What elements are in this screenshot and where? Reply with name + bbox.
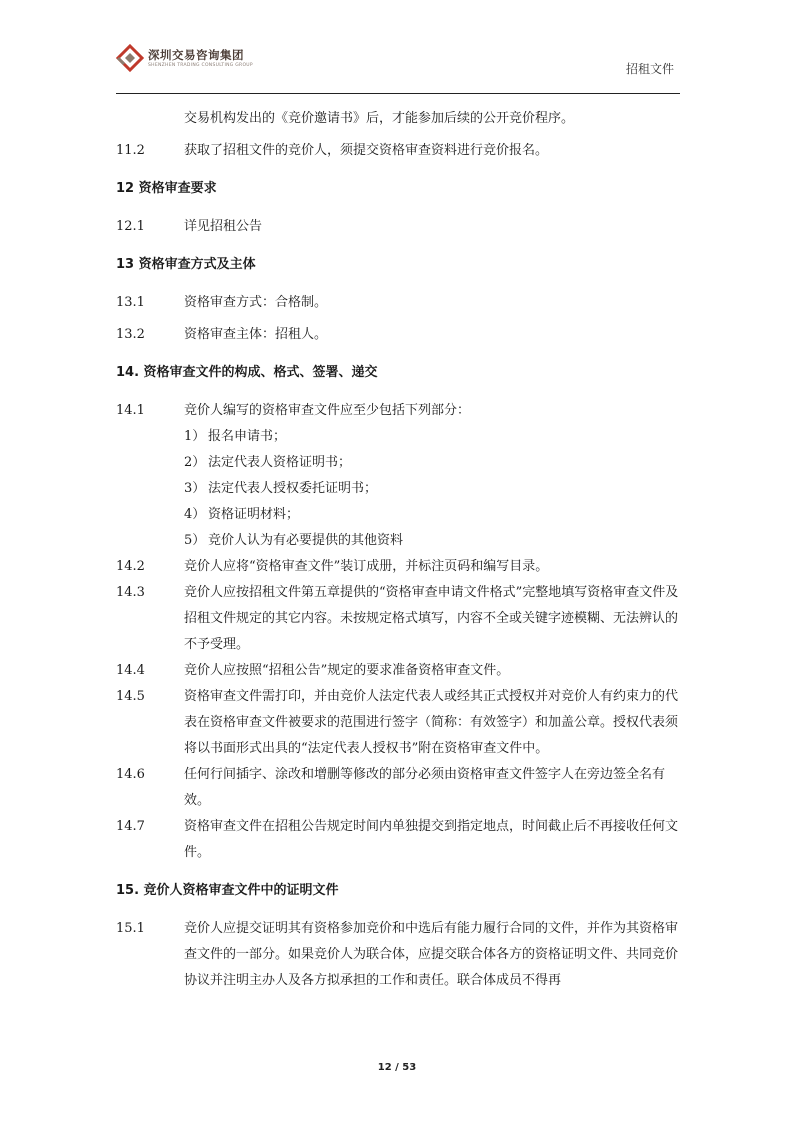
clause-number: 14.6 (116, 767, 145, 782)
clause-number: 14.5 (116, 689, 145, 704)
clause-text: 竞价人应提交证明其有资格参加竞价和中选后有能力履行合同的文件，并作为其资格审查文件的一部分。如果竞价人为联合体，应提交联合体各方的资格证明文件、共同竞价协议并注明主办人及各方拟承担的工作和责任。联合体成员不得再 (184, 921, 679, 988)
clause-text: 资格审查主体：招租人。 (184, 327, 328, 342)
clause-text: 任何行间插字、涂改和增删等修改的部分必须由资格审查文件签字人在旁边签全名有效。 (184, 767, 666, 808)
clause-12-1 (116, 214, 682, 240)
clause-number: 14.3 (116, 585, 145, 600)
clause-14-5 (116, 684, 682, 762)
list-item-number: 5） (184, 533, 206, 548)
clause-text: 获取了招租文件的竞价人，须提交资格审查资料进行竞价报名。 (184, 143, 549, 158)
clause-text: 竞价人应按照“招租公告”规定的要求准备资格审查文件。 (184, 663, 510, 678)
list-item-text: 报名申请书； (208, 429, 287, 444)
clause-number: 12.1 (116, 219, 145, 234)
clause-text: 竞价人应将“资格审查文件”装订成册，并标注页码和编写目录。 (184, 559, 549, 574)
list-item (116, 450, 682, 476)
list-item (116, 528, 682, 554)
clause-number: 15.1 (116, 921, 145, 936)
clause-14-3 (116, 580, 682, 658)
list-item-number: 2） (184, 455, 206, 470)
clause-text: 资格审查方式：合格制。 (184, 295, 328, 310)
logo-name-en: SHENZHEN TRADING CONSULTING GROUP (148, 62, 253, 68)
clause-number: 11.2 (116, 143, 145, 158)
clause-15-1 (116, 916, 682, 994)
list-item-text: 竞价人认为有必要提供的其他资料 (208, 533, 404, 548)
clause-14-2 (116, 554, 682, 580)
clause-number: 13.1 (116, 295, 145, 310)
clause-number: 14.7 (116, 819, 145, 834)
clause-14-6 (116, 762, 682, 814)
clause-text: 竞价人编写的资格审查文件应至少包括下列部分： (184, 403, 471, 418)
page-header (116, 42, 680, 94)
clause-number: 14.1 (116, 403, 145, 418)
header-divider (116, 93, 680, 94)
clause-text: 详见招租公告 (184, 219, 263, 234)
list-item-text: 资格证明材料； (208, 507, 300, 522)
clause-14-4 (116, 658, 682, 684)
list-item (116, 502, 682, 528)
clause-13-2 (116, 322, 682, 348)
clause-14-7 (116, 814, 682, 866)
list-item-text: 法定代表人授权委托证明书； (208, 481, 378, 496)
list-item-number: 3） (184, 481, 206, 496)
page-number: 12 / 53 (377, 1062, 417, 1073)
section-heading-13: 13 资格审查方式及主体 (116, 257, 256, 272)
document-title: 招租文件 (625, 62, 674, 76)
list-item (116, 424, 682, 450)
clause-number: 14.4 (116, 663, 145, 678)
paragraph-continuation: 交易机构发出的《竞价邀请书》后，才能参加后续的公开竞价程序。 (184, 111, 575, 126)
list-item-number: 4） (184, 507, 206, 522)
logo-name-cn: 深圳交易咨询集团 (148, 48, 244, 62)
clause-14-1 (116, 398, 682, 424)
clause-11-2 (116, 138, 682, 164)
section-heading-15: 15. 竞价人资格审查文件中的证明文件 (116, 883, 339, 898)
clause-13-1 (116, 290, 682, 316)
section-heading-14: 14. 资格审查文件的构成、格式、签署、递交 (116, 365, 378, 380)
logo-mark-icon (116, 44, 144, 74)
list-item-number: 1） (184, 429, 206, 444)
company-logo (116, 42, 253, 76)
clause-text: 资格审查文件在招租公告规定时间内单独提交到指定地点，时间截止后不再接收任何文件。 (184, 819, 679, 860)
document-body (116, 106, 682, 994)
clause-text: 资格审查文件需打印，并由竞价人法定代表人或经其正式授权并对竞价人有约束力的代表在资格审查文件被要求的范围进行签字（简称：有效签字）和加盖公章。授权代表须将以书面形式出具的“法定代表人授权书”附在资格审查文件中。 (184, 689, 679, 756)
list-item-text: 法定代表人资格证明书； (208, 455, 352, 470)
clause-number: 14.2 (116, 559, 145, 574)
list-item (116, 476, 682, 502)
clause-text: 竞价人应按招租文件第五章提供的“资格审查申请文件格式”完整地填写资格审查文件及招租文件规定的其它内容。未按规定格式填写，内容不全或关键字迹模糊、无法辨认的不予受理。 (184, 585, 679, 652)
clause-number: 13.2 (116, 327, 145, 342)
section-heading-12: 12 资格审查要求 (116, 181, 217, 196)
